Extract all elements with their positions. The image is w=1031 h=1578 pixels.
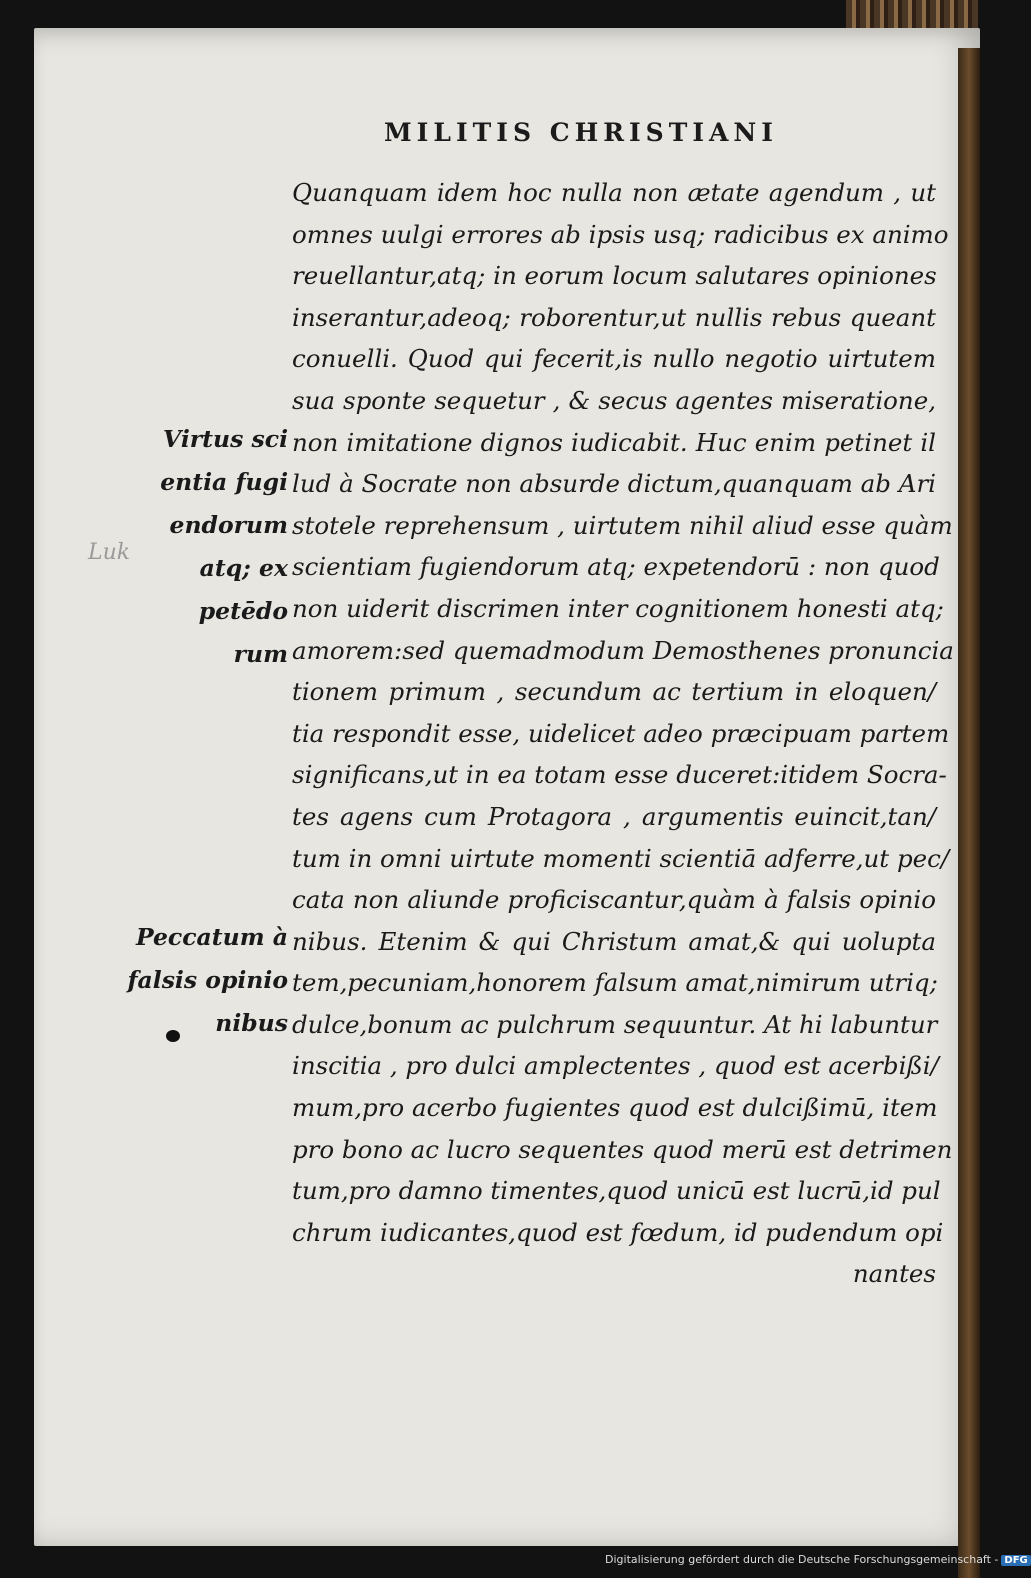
body-line: nibus. Etenim & qui Christum amat,& qui uolupta [292,926,936,956]
footer-text: Digitalisierung gefördert durch die Deutsche Forschungsgemeinschaft - [605,1553,999,1566]
body-line: tum,pro damno timentes,quod unicū est lucrū,id pul [292,1176,941,1206]
body-line: amorem:sed quemadmodum Demosthenes pronuncia [292,635,954,665]
ink-blot-mark [166,1030,180,1042]
margin-note-line: Peccatum à [135,923,288,951]
body-line: tia respondit esse, uidelicet adeo præcipuam partem [292,718,950,748]
body-line: omnes uulgi errores ab ipsis usq; radicibus ex animo [292,219,949,249]
body-line: nantes [852,1259,936,1289]
body-line: mum,pro acerbo fugientes quod est dulcißimū, item [292,1093,938,1123]
body-line: cata non aliunde proficiscantur,quàm à falsis opinio [292,885,936,915]
body-line: tum in omni uirtute momenti scientiā adferre,ut pec/ [292,843,950,873]
running-head: MILITIS CHRISTIANI [384,118,778,147]
margin-note-line: endorum [169,511,288,539]
body-line: scientiam fugiendorum atq; expetendorū : non quod [292,552,940,582]
margin-note-line: Virtus sci [163,425,288,453]
body-line: non uiderit discrimen inter cognitionem honesti atq; [292,593,944,623]
body-text [292,172,954,1295]
book-spine-top [846,0,978,30]
body-line: Quanquam idem hoc nulla non ætate agendum , ut [292,178,936,207]
footer-credit [605,1553,1031,1566]
margin-note-line: atq; ex [199,554,288,582]
body-line: significans,ut in ea totam esse duceret:itidem Socra- [292,760,947,790]
dfg-logo: DFG [1001,1555,1030,1566]
page-gutter-edge [958,48,980,1578]
pencil-annotation: Luk [88,540,131,565]
body-line: lud à Socrate non absurde dictum,quanquam ab Ari [292,469,936,499]
margin-note-line: entia fugi [160,468,288,496]
margin-note-virtus [160,418,288,676]
body-line: non imitatione dignos iudicabit. Huc enim petinet il [292,427,936,457]
body-line: inserantur,adeoq; roborentur,ut nullis rebus queant [292,302,936,332]
margin-note-line: nibus [215,1009,288,1037]
body-line: pro bono ac lucro sequentes quod merū est detrimen [292,1134,953,1164]
body-line: reuellantur,atq; in eorum locum salutares opiniones [292,261,937,291]
margin-note-line: petēdo [198,597,288,625]
body-line: sua sponte sequetur , & secus agentes miseratione, [292,385,936,415]
body-line: conuelli. Quod qui fecerit,is nullo negotio uirtutem [292,344,936,374]
body-line: inscitia , pro dulci amplectentes , quod est acerbißi/ [292,1051,939,1081]
body-line: tes agens cum Protagora , argumentis euincit,tan/ [292,801,936,831]
margin-note-line: rum [233,640,288,668]
body-line: stotele reprehensum , uirtutem nihil aliud esse quàm [292,510,953,540]
body-line: tem,pecuniam,honorem falsum amat,nimirum utriq; [292,968,938,998]
margin-note-peccatum [127,916,288,1045]
margin-note-line: falsis opinio [127,966,288,994]
body-line: chrum iudicantes,quod est fœdum, id pudendum opi [292,1217,944,1247]
body-line: dulce,bonum ac pulchrum sequuntur. At hi labuntur [292,1009,938,1039]
body-line: tionem primum , secundum ac tertium in eloquen/ [292,677,936,707]
